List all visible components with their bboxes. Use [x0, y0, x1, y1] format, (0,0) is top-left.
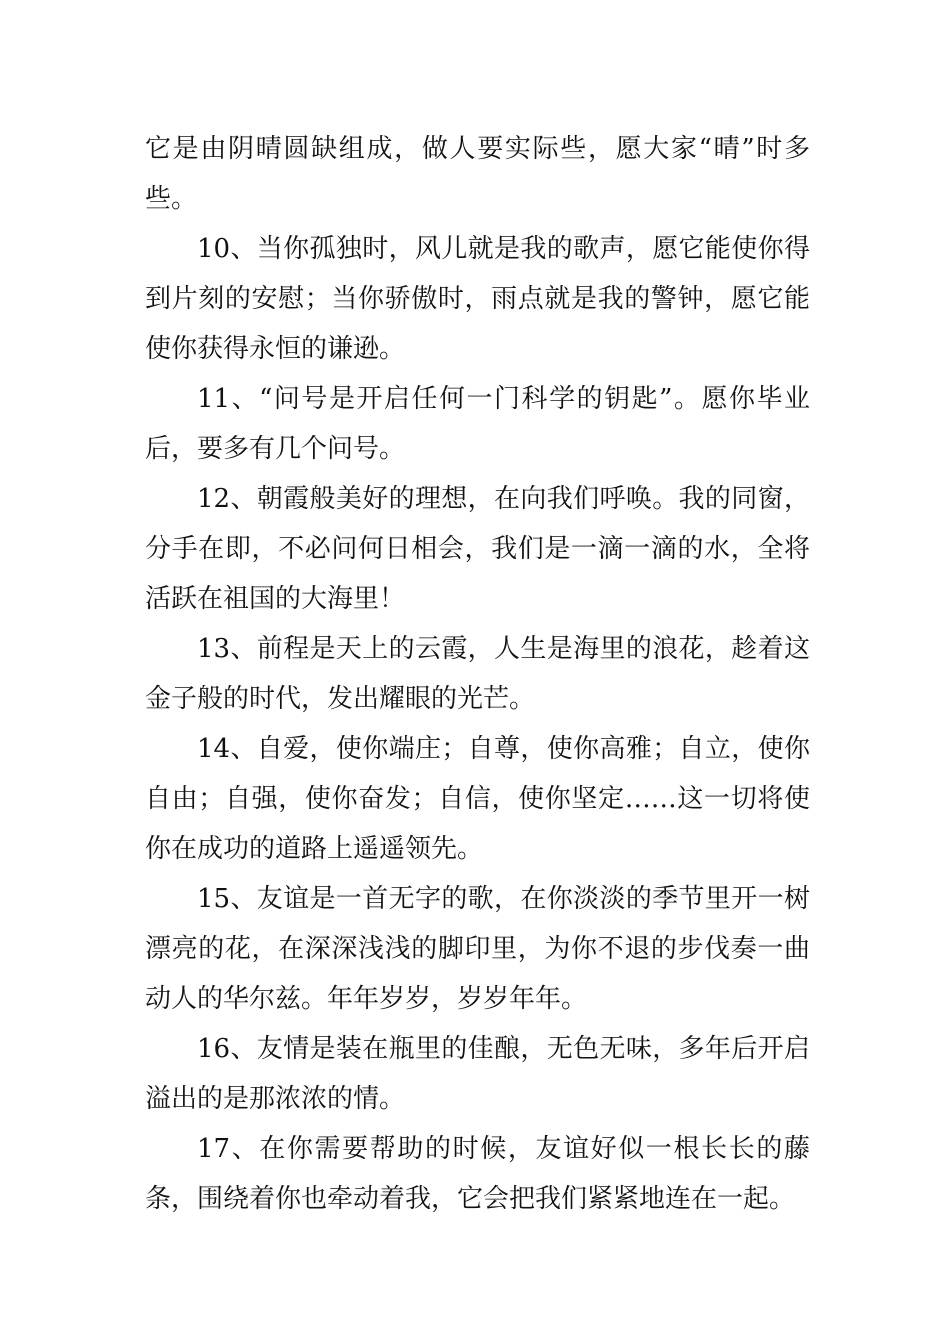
- document-body: [145, 124, 810, 1224]
- paragraph-13: 13、前程是天上的云霞，人生是海里的浪花，趁着这金子般的时代，发出耀眼的光芒。: [145, 634, 810, 714]
- paragraph-17: 17、在你需要帮助的时候，友谊好似一根长长的藤条，围绕着你也牵动着我，它会把我们紧紧地连在一起。: [145, 1134, 810, 1214]
- paragraph-continuation: 它是由阴晴圆缺组成，做人要实际些，愿大家“晴”时多些。: [145, 134, 810, 214]
- paragraph-15: 15、友谊是一首无字的歌，在你淡淡的季节里开一树漂亮的花，在深深浅浅的脚印里，为你不退的步伐奏一曲动人的华尔兹。年年岁岁，岁岁年年。: [145, 884, 810, 1014]
- paragraph-14: 14、自爱，使你端庄；自尊，使你高雅；自立，使你自由；自强，使你奋发；自信，使你坚定……这一切将使你在成功的道路上遥遥领先。: [145, 734, 810, 864]
- paragraph-12: 12、朝霞般美好的理想，在向我们呼唤。我的同窗，分手在即，不必问何日相会，我们是一滴一滴的水，全将活跃在祖国的大海里！: [145, 484, 810, 614]
- paragraph-16: 16、友情是装在瓶里的佳酿，无色无味，多年后开启溢出的是那浓浓的情。: [145, 1034, 810, 1114]
- paragraph-10: 10、当你孤独时，风儿就是我的歌声，愿它能使你得到片刻的安慰；当你骄傲时，雨点就是我的警钟，愿它能使你获得永恒的谦逊。: [145, 234, 810, 364]
- paragraph-11: 11、“问号是开启任何一门科学的钥匙”。愿你毕业后，要多有几个问号。: [145, 384, 810, 464]
